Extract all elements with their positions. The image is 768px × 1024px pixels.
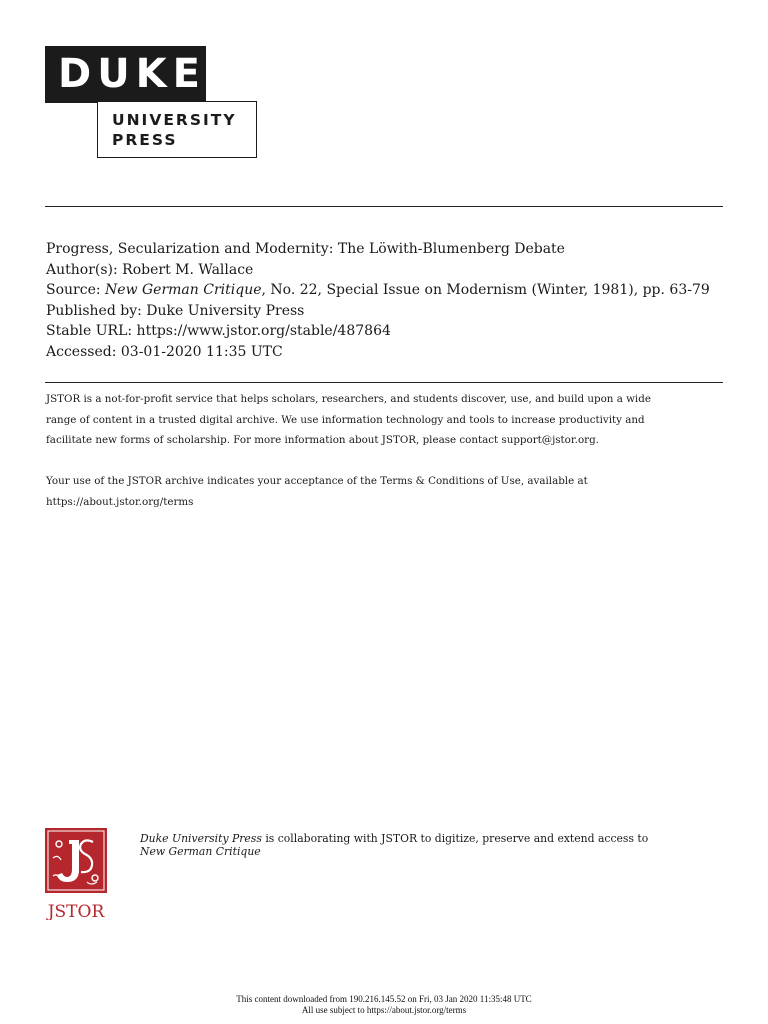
author-line	[46, 260, 736, 281]
middle-divider	[45, 382, 723, 383]
logo-line-press: PRESS	[112, 131, 178, 149]
publisher-label: Published by:	[46, 302, 147, 319]
duke-logo-wordmark: DUKE	[45, 46, 206, 103]
notice-line: facilitate new forms of scholarship. For more information about JSTOR, please contact support@jstor.org.	[46, 434, 599, 446]
source-details: , No. 22, Special Issue on Modernism (Winter, 1981), pp. 63-79	[261, 282, 710, 298]
download-footer	[0, 994, 768, 1016]
accessed-date: 03-01-2020 11:35 UTC	[120, 343, 283, 360]
terms-link[interactable]: https://about.jstor.org/terms	[46, 495, 194, 508]
logo-line-university: UNIVERSITY	[112, 111, 237, 129]
publisher-line	[46, 301, 736, 322]
jstor-notice	[46, 389, 726, 533]
stable-url-label: Stable URL:	[46, 323, 137, 339]
notice-line: range of content in a trusted digital archive. We use information technology and tools to increase productivity and	[46, 413, 645, 426]
accessed-label: Accessed:	[46, 343, 121, 360]
jstor-logo-icon	[45, 828, 107, 920]
collab-publisher: Duke University Press	[140, 832, 262, 845]
citation-block	[46, 239, 736, 362]
notice-paragraph-terms	[46, 471, 726, 512]
jstor-wordmark: JSTOR	[47, 902, 105, 920]
source-journal: New German Critique	[105, 282, 262, 298]
stable-url-line	[46, 321, 736, 342]
stable-url-link[interactable]: https://www.jstor.org/stable/487864	[136, 323, 391, 339]
article-title: Progress, Secularization and Modernity: The Löwith-Blumenberg Debate	[46, 241, 565, 257]
collab-text: is collaborating with JSTOR to digitize, preserve and extend access to	[261, 832, 649, 845]
source-label: Source:	[46, 282, 106, 298]
top-divider	[45, 206, 723, 207]
accessed-line	[46, 342, 736, 363]
footer-download-info: This content downloaded from 190.216.145.52 on Fri, 03 Jan 2020 11:35:48 UTC	[236, 994, 532, 1004]
source-line	[46, 280, 736, 301]
university-press-logo-box	[97, 101, 257, 158]
author-label: Author(s):	[46, 261, 123, 278]
collab-journal: New German Critique	[140, 845, 261, 858]
notice-line: Your use of the JSTOR archive indicates your acceptance of the Terms & Conditions of Use, available at	[46, 475, 588, 487]
collaboration-statement	[140, 832, 740, 858]
publisher-name: Duke University Press	[146, 302, 305, 319]
author-name: Robert M. Wallace	[122, 261, 254, 278]
footer-terms: All use subject to https://about.jstor.org/terms	[301, 1005, 467, 1015]
notice-paragraph-about	[46, 389, 726, 451]
notice-line: JSTOR is a not-for-profit service that helps scholars, researchers, and students discover, use, and build upon a wide	[46, 393, 651, 405]
